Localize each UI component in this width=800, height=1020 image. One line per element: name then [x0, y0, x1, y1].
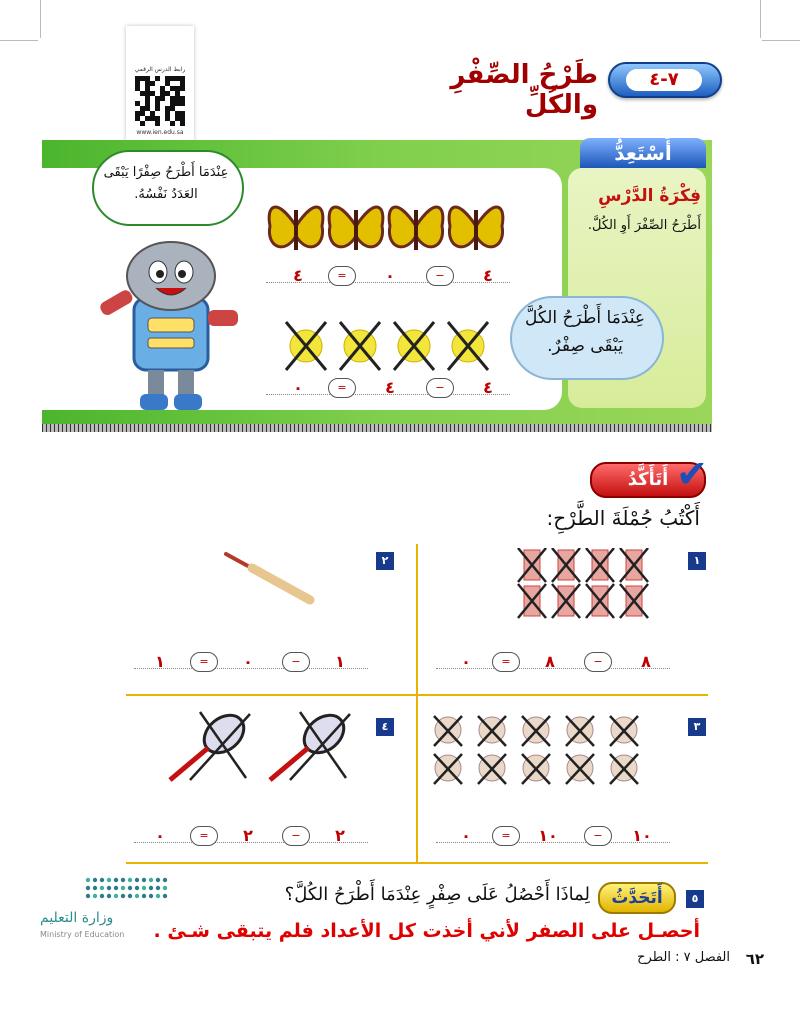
grid-divider	[126, 694, 708, 696]
exercise-number: ٣	[688, 718, 706, 736]
exercise-instruction: أَكْتُبُ جُمْلَةَ الطَّرْحِ:	[546, 506, 700, 530]
crossed-circle-icon	[286, 322, 326, 370]
equals-sign: =	[190, 652, 218, 672]
equation-result: ٠	[461, 652, 471, 671]
equation-result: ٠	[155, 826, 165, 845]
grid-divider	[416, 544, 418, 862]
check-badge: أَتَأَكَّدُ	[590, 462, 706, 498]
equation-minuend: ٤	[483, 378, 493, 397]
equals-sign: =	[328, 266, 356, 286]
crossed-fries-icon	[552, 584, 580, 618]
crossed-fries-icon	[518, 548, 546, 582]
crossed-circle-icon	[340, 322, 380, 370]
speech-bubble-text: عِنْدَمَا أَطْرَحُ صِفْرًا يَبْقَى العَدَدُ نَفْسُهُ.	[103, 165, 229, 202]
crossed-fries-icon	[552, 548, 580, 582]
crossed-racket-icon	[170, 708, 251, 780]
crossed-baseball-icon	[522, 754, 550, 784]
crossed-baseball-icon	[566, 754, 594, 784]
equation-row	[266, 266, 510, 288]
qr-caption: رابط الدرس الرقمي	[134, 66, 186, 73]
butterfly-icon	[449, 207, 503, 250]
lesson-number: ٧-٤	[626, 69, 702, 91]
equation-minuend: ١	[335, 652, 345, 671]
talk-badge: أَتَحَدَّثُ	[598, 882, 676, 914]
page-number: ٦٢	[745, 950, 764, 968]
crossed-baseball-icon	[566, 716, 594, 746]
crossed-baseball-icon	[434, 754, 462, 784]
equation-result: ٠	[293, 378, 303, 397]
crossed-baseball-icon	[478, 716, 506, 746]
lesson-number-badge	[608, 62, 722, 98]
minus-sign: −	[426, 378, 454, 398]
checkmark-icon: ✔	[676, 452, 708, 496]
crossed-baseball-icon	[610, 754, 638, 784]
crossed-fries-icon	[586, 548, 614, 582]
equation-subtrahend: ١٠	[538, 826, 558, 845]
crop-mark	[40, 0, 41, 38]
equals-sign: =	[328, 378, 356, 398]
lesson-title: طَرْحُ الصِّفْرِ والكُلِّ	[450, 60, 598, 120]
crossed-fries-icon	[518, 584, 546, 618]
equation-minuend: ٤	[483, 266, 493, 285]
crossed-fries-group	[516, 548, 660, 622]
lesson-idea-title: فِكْرَةُ الدَّرْسِ	[598, 186, 701, 206]
butterfly-icon	[389, 207, 443, 250]
exercise-number: ٤	[376, 718, 394, 736]
equation-subtrahend: ٢	[243, 826, 253, 845]
ready-tab: أَسْتَعِدُّ	[580, 138, 706, 168]
equation-minuend: ٢	[335, 826, 345, 845]
equation-minuend: ١٠	[632, 826, 652, 845]
crop-mark	[762, 40, 800, 41]
crossed-fries-icon	[620, 548, 648, 582]
equation-minuend: ٨	[641, 652, 651, 671]
crossed-circle-icon	[448, 322, 488, 370]
crossed-baseball-icon	[522, 716, 550, 746]
robot-character-icon	[96, 226, 246, 416]
exercise-equation	[436, 652, 670, 674]
qr-code-icon	[135, 76, 185, 126]
butterfly-icon	[329, 207, 383, 250]
equation-subtrahend: ٨	[545, 652, 555, 671]
crop-mark	[760, 0, 761, 38]
equation-subtrahend: ٤	[385, 378, 395, 397]
minus-sign: −	[282, 826, 310, 846]
exercise-number: ١	[688, 552, 706, 570]
baseball-bat-icon	[222, 548, 322, 608]
thought-cloud-text: عِنْدَمَا أَطْرَحُ الكُلَّ يَبْقَى صِفْرٌ.	[524, 308, 646, 356]
handwritten-answer: أحصـل على الصفر لأني أخذت كل الأعداد فلم يتبقى شـئ .	[153, 920, 700, 942]
exercise-equation	[436, 826, 670, 848]
equation-result: ١	[155, 652, 165, 671]
exercise-equation	[134, 826, 368, 848]
crossed-rackets-group	[160, 708, 360, 788]
minus-sign: −	[584, 826, 612, 846]
crossed-fries-icon	[586, 584, 614, 618]
crossed-baseball-icon	[434, 716, 462, 746]
ministry-logo-icon	[84, 876, 174, 906]
equation-row	[266, 378, 510, 400]
exercise-number: ٢	[376, 552, 394, 570]
crossed-baseball-icon	[610, 716, 638, 746]
equation-result: ٤	[293, 266, 303, 285]
ministry-name: وزارة التعليم	[40, 910, 114, 926]
equation-subtrahend: ٠	[385, 266, 395, 285]
equals-sign: =	[492, 652, 520, 672]
chapter-label: الفصل ٧ : الطرح	[637, 950, 730, 965]
crossed-fries-icon	[620, 584, 648, 618]
crop-mark	[0, 40, 38, 41]
crossed-baseball-icon	[478, 754, 506, 784]
exercise-equation	[134, 652, 368, 674]
butterfly-icon	[269, 207, 323, 250]
crossed-racket-icon	[270, 708, 351, 780]
minus-sign: −	[282, 652, 310, 672]
think-question: لِماذَا أَحْصُلُ عَلَى صِفْرٍ عِنْدَمَا أَطْرَحُ الكُلَّ؟	[284, 884, 590, 905]
qr-code-card[interactable]	[126, 26, 194, 142]
divider	[42, 424, 712, 432]
lesson-idea-text: أَطْرَحُ الصِّفْرَ أَوِ الكُلَّ.	[587, 218, 701, 233]
crossed-circle-icon	[394, 322, 434, 370]
equals-sign: =	[190, 826, 218, 846]
butterflies-group	[266, 196, 510, 264]
exercise-number: ٥	[686, 890, 704, 908]
equation-result: ٠	[461, 826, 471, 845]
qr-url: www.ien.edu.sa	[136, 129, 184, 136]
crossed-baseballs-group	[432, 714, 652, 790]
ministry-name-english: Ministry of Education	[40, 930, 125, 939]
minus-sign: −	[584, 652, 612, 672]
minus-sign: −	[426, 266, 454, 286]
equals-sign: =	[492, 826, 520, 846]
equation-subtrahend: ٠	[243, 652, 253, 671]
crossed-circles-group	[280, 316, 500, 376]
grid-divider	[126, 862, 708, 864]
